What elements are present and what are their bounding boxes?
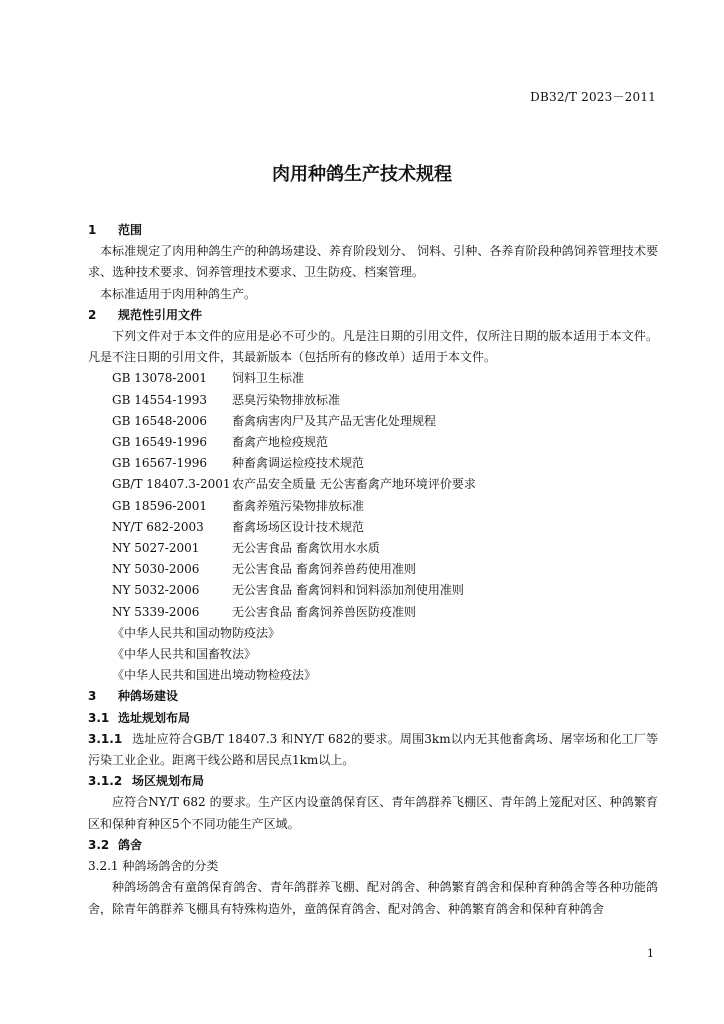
law-reference: 《中华人民共和国进出境动物检疫法》 [112, 668, 317, 683]
reference-name: 恶臭污染物排放标准 [232, 392, 341, 407]
reference-item [88, 517, 658, 538]
reference-name: 种畜禽调运检疫技术规范 [232, 456, 365, 471]
section-title: 范围 [118, 223, 143, 237]
section-3-1-heading [88, 708, 658, 729]
reference-item [88, 602, 658, 623]
reference-item [88, 390, 658, 411]
reference-name: 畜禽产地检疫规范 [232, 435, 329, 450]
section-3-1-1-paragraph [88, 729, 658, 771]
document-title: 肉用种鸽生产技术规程 [272, 164, 452, 185]
section-number: 3.2 [88, 837, 110, 852]
reference-item [88, 580, 658, 601]
reference-name: 无公害食品 畜禽饲料和饲料添加剂使用准则 [232, 583, 464, 598]
reference-name: 无公害食品 畜禽饲养兽医防疫准则 [232, 604, 416, 619]
law-reference: 《中华人民共和国动物防疫法》 [112, 625, 281, 640]
reference-code: NY 5027-2001 [112, 541, 200, 556]
reference-item [88, 453, 658, 474]
section-number: 3.2.1 [88, 859, 119, 874]
section-title: 场区规划布局 [132, 774, 205, 789]
reference-code: GB 13078-2001 [112, 371, 207, 386]
reference-code: GB 16567-1996 [112, 456, 207, 471]
section-3-1-2-paragraph: 应符合NY/T 682 的要求。生产区内设童鸽保育区、青年鸽群养飞棚区、青年鸽上笼配对区、种鸽繁育区和保种育种区5个不同功能生产区域。 [88, 795, 658, 831]
section-number: 2 [88, 307, 97, 322]
reference-item [88, 411, 658, 432]
reference-code: GB 18596-2001 [112, 498, 207, 513]
reference-name: 畜禽病害肉尸及其产品无害化处理规程 [232, 413, 437, 428]
law-reference: 《中华人民共和国畜牧法》 [112, 647, 257, 662]
section-title: 种鸽场建设 [118, 689, 179, 704]
scope-paragraph-1: 本标准规定了肉用种鸽生产的种鸽场建设、养育阶段划分、 饲料、引种、各养育阶段种鸽饲养管理技术要求、选种技术要求、饲养管理技术要求、卫生防疫、档案管理。 [88, 244, 658, 280]
paragraph-text: 选址应符合GB/T 18407.3 和NY/T 682的要求。周围3km以内无其他畜禽场、屠宰场和化工厂等污染工业企业。距离干线公路和居民点1km以上。 [88, 731, 658, 768]
section-number: 3.1.2 [88, 774, 123, 789]
reference-code: GB 16549-1996 [112, 435, 207, 450]
section-3-2-heading [88, 835, 658, 856]
reference-code: NY/T 682-2003 [112, 519, 204, 534]
reference-item [88, 538, 658, 559]
section-number: 3 [88, 689, 97, 704]
reference-item [88, 496, 658, 517]
reference-code: GB 14554-1993 [112, 392, 207, 407]
reference-code: NY 5030-2006 [112, 562, 200, 577]
section-title: 鸽舍 [118, 837, 143, 852]
reference-name: 饲料卫生标准 [232, 371, 305, 386]
section-3-2-1-paragraph: 种鸽场鸽舍有童鸽保育鸽舍、青年鸽群养飞棚、配对鸽舍、种鸽繁育鸽舍和保种育种鸽舍等各种功能鸽舍，除青年鸽群养飞棚具有特殊构造外，童鸽保育鸽舍、配对鸽舍、种鸽繁育鸽舍和保种育种鸽舍 [88, 880, 658, 916]
section-1-heading [88, 220, 658, 241]
reference-name: 无公害食品 畜禽饲养兽药使用准则 [232, 562, 416, 577]
references-intro: 下列文件对于本文件的应用是必不可少的。凡是注日期的引用文件，仅所注日期的版本适用于本文件。凡是不注日期的引用文件，其最新版本（包括所有的修改单）适用于本文件。 [88, 329, 658, 365]
reference-name: 农产品安全质量 无公害畜禽产地环境评价要求 [232, 477, 476, 492]
section-title: 选址规划布局 [118, 710, 191, 725]
reference-item [88, 368, 658, 389]
reference-item [88, 432, 658, 453]
reference-name: 畜禽养殖污染物排放标准 [232, 498, 365, 513]
reference-code: NY 5339-2006 [112, 604, 200, 619]
scope-paragraph-2: 本标准适用于肉用种鸽生产。 [100, 286, 257, 301]
reference-code: NY 5032-2006 [112, 583, 200, 598]
section-title: 规范性引用文件 [118, 307, 203, 322]
reference-code: GB 16548-2006 [112, 413, 207, 428]
reference-code: GB/T 18407.3-2001 [112, 477, 231, 492]
document-body [88, 220, 658, 920]
reference-list [88, 368, 658, 622]
section-3-2-1-heading [88, 856, 658, 877]
section-title: 种鸽场鸽舍的分类 [122, 859, 219, 874]
section-number: 1 [88, 223, 97, 237]
section-3-1-2-heading [88, 771, 658, 792]
reference-item [88, 474, 658, 495]
standard-code: DB32/T 2023－2011 [530, 90, 656, 104]
section-number: 3.1.1 [88, 731, 123, 746]
section-3-heading [88, 686, 658, 707]
page-number: 1 [647, 947, 654, 960]
reference-item [88, 559, 658, 580]
section-number: 3.1 [88, 710, 110, 725]
reference-name: 畜禽场场区设计技术规范 [232, 519, 365, 534]
section-2-heading [88, 305, 658, 326]
reference-name: 无公害食品 畜禽饮用水水质 [232, 541, 380, 556]
